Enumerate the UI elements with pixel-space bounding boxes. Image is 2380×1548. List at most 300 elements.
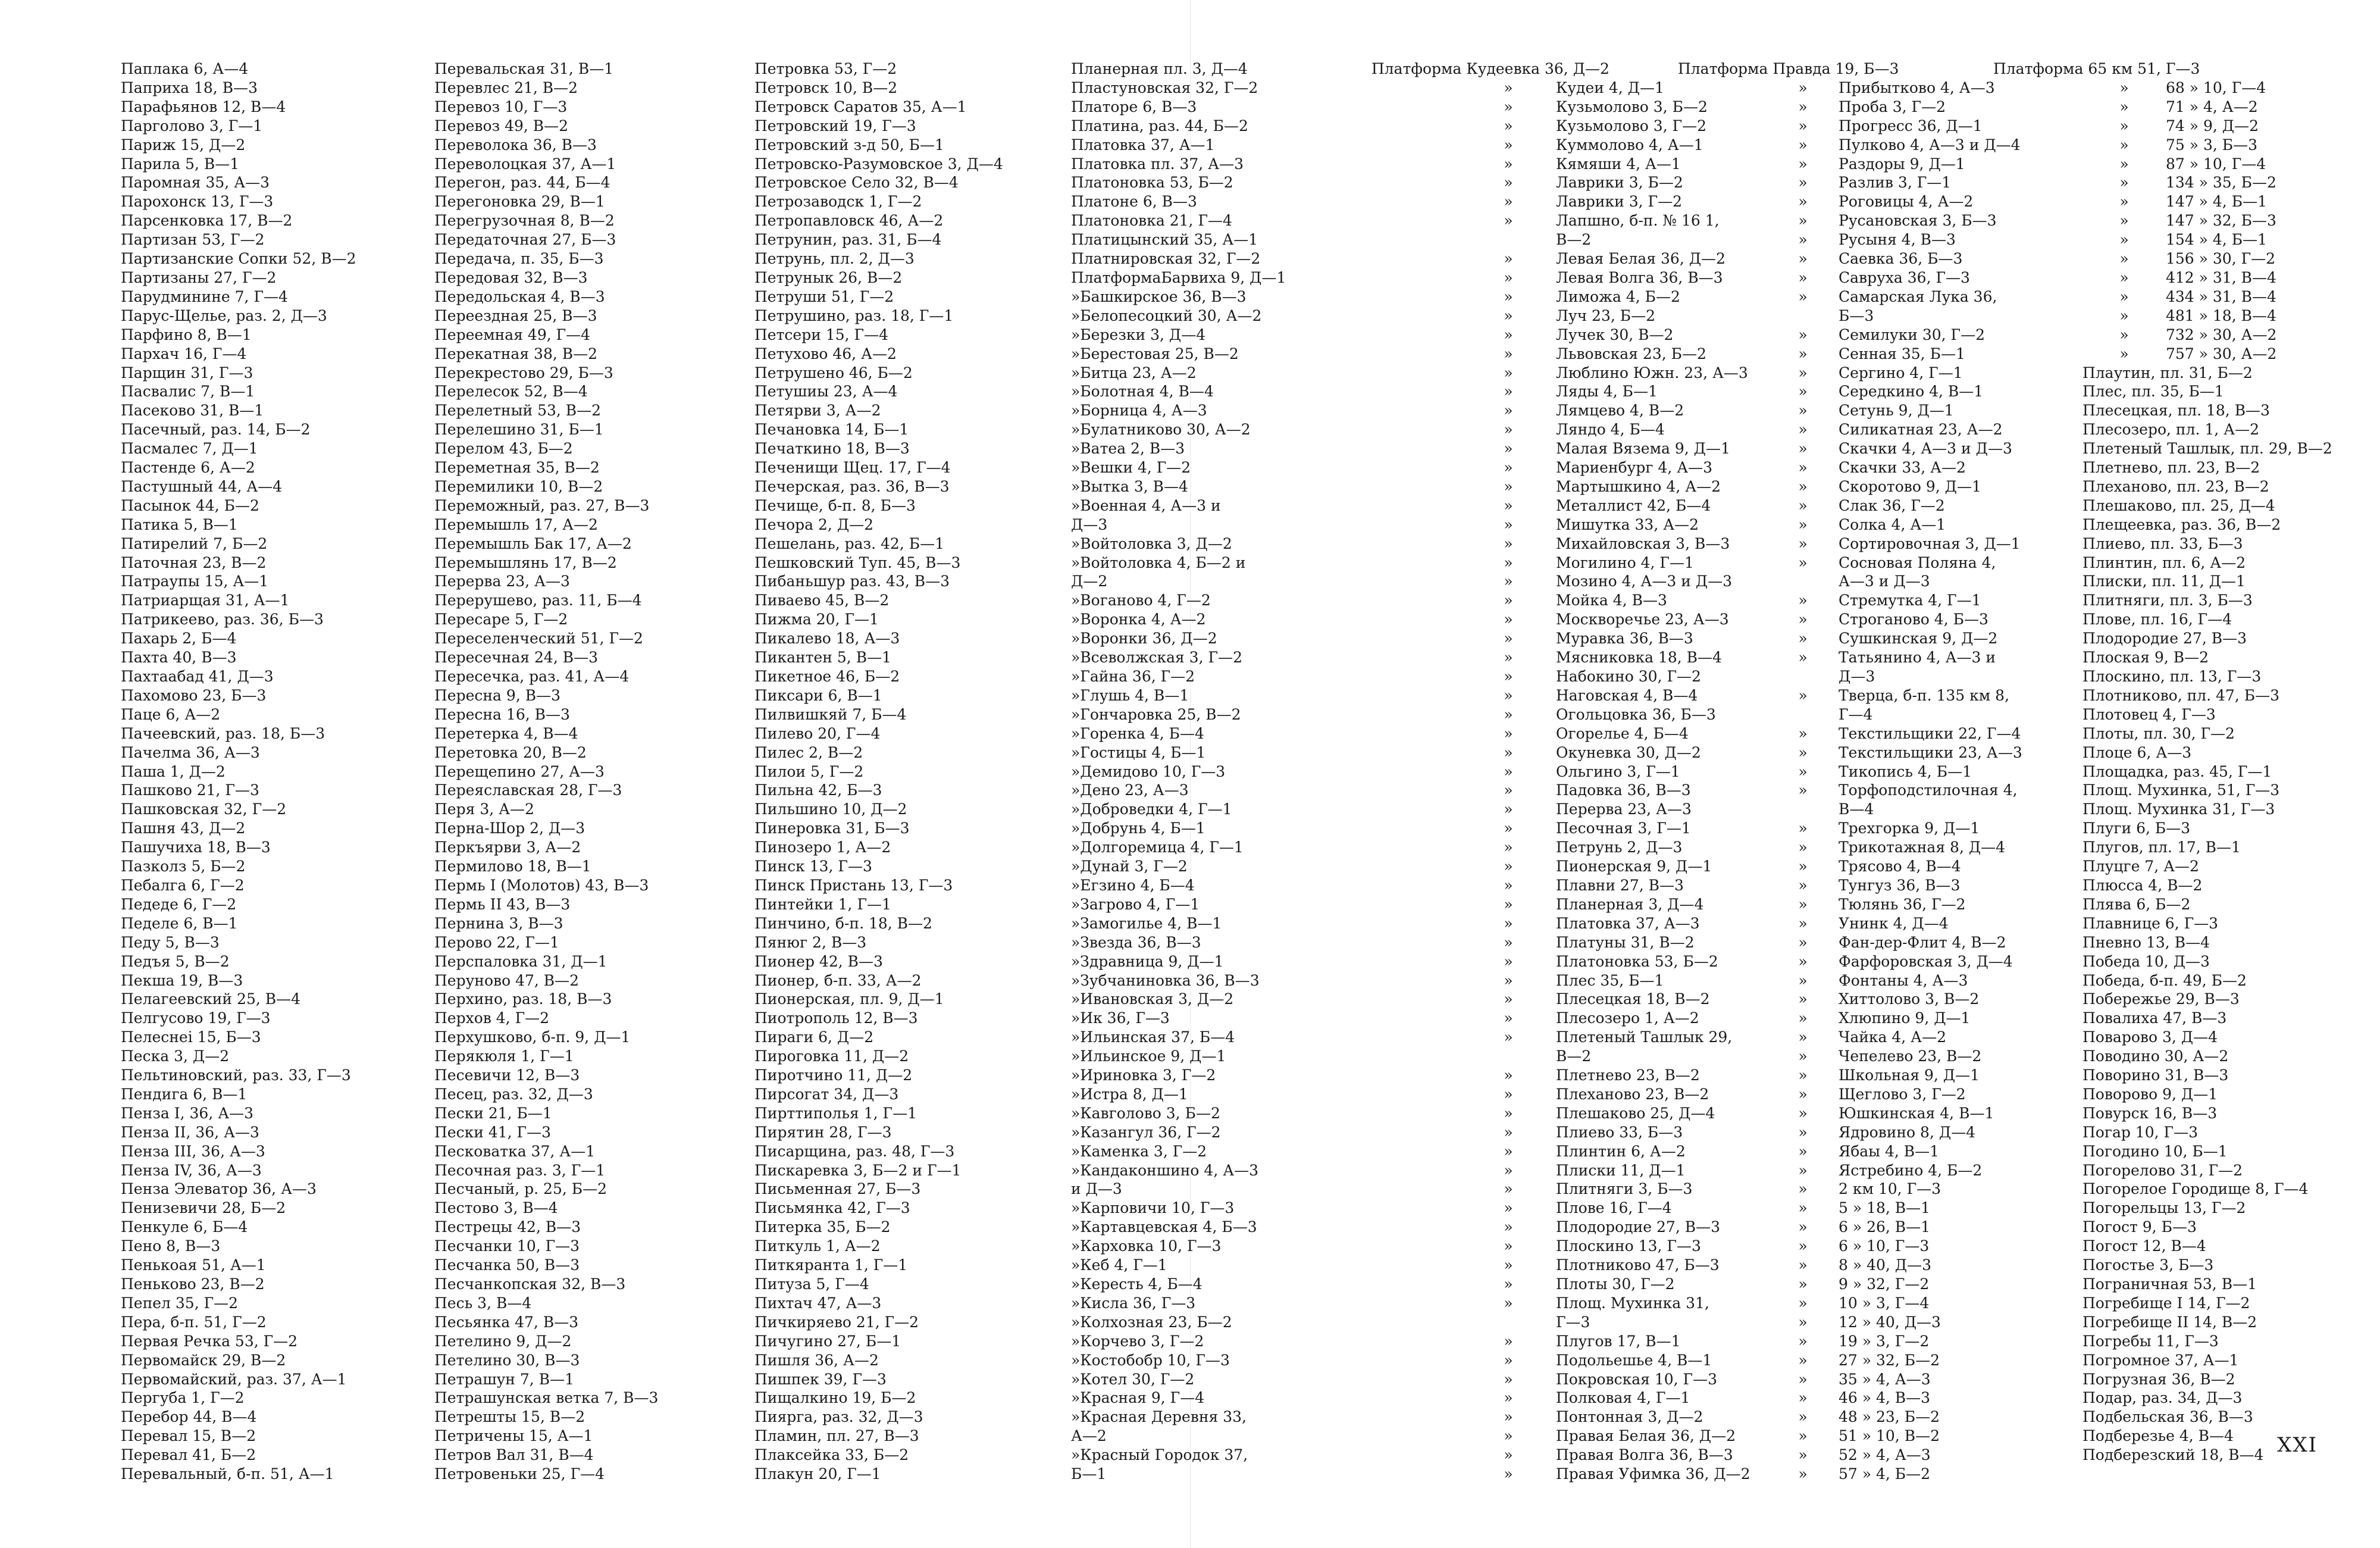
index-entry: [121, 1465, 356, 1484]
index-entry: [1071, 136, 1286, 155]
index-entry: [2082, 1237, 2332, 1256]
entry-text: Платоне 6, В—3: [1071, 193, 1197, 211]
index-entry: [2082, 173, 2332, 192]
index-entry: [434, 117, 658, 136]
entry-text: Петрунь 2, Д—3: [1556, 839, 1683, 856]
entry-text: 434 » 31, В—4: [2166, 287, 2276, 305]
index-entry: [1071, 667, 1286, 686]
entry-text: Поворово 9, Д—1: [2082, 1085, 2218, 1103]
index-entry: [754, 1009, 1003, 1028]
index-entry: [2082, 914, 2332, 933]
index-entry: [1461, 458, 1750, 477]
entry-text: Перелесок 52, В—4: [434, 383, 588, 401]
entry-text: 147 » 32, Б—3: [2166, 212, 2276, 230]
index-entry: [1071, 326, 1286, 345]
platform-prefix: »: [1504, 1123, 1513, 1141]
index-entry: [2082, 326, 2332, 345]
entry-text: Михайловская 3, В—3: [1556, 534, 1730, 552]
entry-text: Переметная 35, В—2: [434, 459, 600, 477]
index-entry: [1071, 1180, 1286, 1199]
platform-prefix: »: [2119, 287, 2129, 305]
index-entry: [2082, 933, 2332, 952]
entry-text: Правда 19, Б—3: [1773, 60, 1899, 77]
entry-text: Париж 15, Д—2: [121, 136, 246, 154]
entry-text: Всеволжская 3, Г—2: [1080, 649, 1242, 667]
platform-prefix: »: [2119, 268, 2129, 286]
entry-text: 732 » 30, А—2: [2166, 326, 2277, 343]
platform-prefix: »: [1071, 1275, 1081, 1293]
entry-text: Первая Речка 53, Г—2: [121, 1332, 298, 1350]
platform-prefix: »: [1798, 155, 1808, 173]
entry-text: Переволока 36, В—3: [434, 136, 597, 154]
platform-prefix: »: [1504, 876, 1513, 894]
index-entry: [1767, 686, 2022, 705]
index-entry: [1071, 420, 1286, 439]
index-entry: [121, 857, 356, 876]
platform-prefix: »: [1798, 762, 1808, 780]
index-entry: [434, 1104, 658, 1123]
index-entry: [121, 287, 356, 307]
entry-text: Глушь 4, В—1: [1080, 686, 1189, 704]
index-entry: [754, 345, 1003, 364]
platform-prefix: »: [1798, 345, 1808, 362]
entry-text: Пендига 6, В—1: [121, 1085, 248, 1103]
entry-text: Перевоз 10, Г—3: [434, 98, 568, 115]
index-entry: [754, 686, 1003, 705]
index-entry: [2082, 1161, 2332, 1180]
index-entry: [434, 268, 658, 287]
platform-prefix: »: [1798, 534, 1808, 552]
entry-text: Подбельская 36, В—3: [2082, 1408, 2253, 1426]
index-entry: [1071, 249, 1286, 268]
index-entry: [2082, 515, 2332, 534]
entry-text: Покровская 10, Г—3: [1556, 1370, 1718, 1388]
index-entry: [1461, 496, 1750, 515]
index-entry: [121, 439, 356, 458]
entry-text: Печенищи Щец. 17, Г—4: [754, 459, 951, 477]
platform-prefix: »: [1504, 820, 1513, 837]
index-entry: [121, 914, 356, 933]
entry-text: Плесозеро, пл. 1, А—2: [2082, 421, 2259, 439]
index-entry: [1461, 610, 1750, 629]
index-entry: [1461, 705, 1750, 724]
platform-prefix: »: [1071, 990, 1081, 1008]
index-entry: [1767, 819, 2022, 838]
platform-prefix: »: [1071, 592, 1081, 609]
platform-prefix: »: [1071, 895, 1081, 913]
entry-text: Пахтаабад 41, Д—3: [121, 668, 274, 685]
index-entry: [2082, 1218, 2332, 1237]
index-entry: [1767, 724, 2022, 743]
entry-text: Пашня 43, Д—2: [121, 820, 246, 837]
entry-text: Пибаньшур раз. 43, В—3: [754, 573, 950, 590]
entry-text: Пенза Элеватор 36, А—3: [121, 1180, 317, 1198]
platform-prefix: »: [1504, 686, 1513, 704]
platform-prefix: »: [1504, 839, 1513, 856]
platform-prefix: »: [1504, 933, 1513, 951]
platform-prefix: »: [1071, 326, 1081, 343]
entry-text: Песьянка 47, В—3: [434, 1313, 579, 1331]
index-entry: [1461, 1351, 1750, 1370]
entry-text: Пенза IV, 36, А—3: [121, 1161, 262, 1179]
entry-text: Г—3: [1556, 1313, 1590, 1331]
index-entry: [1071, 1465, 1286, 1484]
entry-text: Красная 9, Г—4: [1080, 1389, 1205, 1407]
platform-prefix: »: [2119, 174, 2129, 192]
entry-text: Строганово 4, Б—3: [1839, 611, 1988, 628]
platform-prefix: »: [1798, 98, 1808, 115]
entry-text: Фарфоровская 3, Д—4: [1839, 952, 2013, 970]
platform-prefix: »: [1504, 1180, 1513, 1198]
index-entry: [1071, 895, 1286, 914]
platform-prefix: »: [1504, 1028, 1513, 1046]
index-entry: [754, 155, 1003, 174]
entry-text: Площ. Мухинка 31, Г—3: [2082, 800, 2275, 818]
platform-prefix: »: [1798, 1199, 1808, 1217]
index-entry: [754, 79, 1003, 98]
entry-text: Хиттолово 3, В—2: [1839, 990, 1980, 1008]
platform-prefix: »: [1798, 515, 1808, 533]
entry-text: 46 » 4, В—3: [1839, 1389, 1931, 1407]
entry-text: Болотная 4, В—4: [1080, 383, 1214, 401]
entry-text: Пахомово 23, Б—3: [121, 686, 267, 704]
entry-text: Мариенбург 4, А—3: [1556, 459, 1713, 477]
entry-text: Плетеный Ташлык, пл. 29, В—2: [2082, 440, 2332, 458]
entry-text: Перерушево, раз. 11, Б—4: [434, 592, 642, 609]
entry-text: Перевоз 49, В—2: [434, 117, 569, 135]
entry-text: Набокино 30, Г—2: [1556, 668, 1701, 685]
entry-text: Ольгино 3, Г—1: [1556, 762, 1680, 780]
entry-text: Пашковская 32, Г—2: [121, 800, 287, 818]
entry-text: Ястребино 4, Б—2: [1839, 1161, 1983, 1179]
index-entry: [754, 1142, 1003, 1161]
index-entry: [1071, 1408, 1286, 1427]
entry-text: Зубчаниновка 36, В—3: [1080, 971, 1260, 989]
index-entry: [1767, 1237, 2022, 1256]
entry-text: Пекша 19, В—3: [121, 971, 243, 989]
entry-text: Платоновка 53, Б—2: [1071, 174, 1233, 192]
entry-text: Побережье 29, В—3: [2082, 990, 2240, 1008]
platform-prefix: »: [1504, 1465, 1513, 1483]
index-entry: [2082, 781, 2332, 800]
index-entry: [1767, 439, 2022, 458]
platform-prefix: »: [1504, 858, 1513, 875]
platform-prefix: »: [1071, 1408, 1081, 1426]
index-entry: [1767, 1009, 2022, 1028]
entry-text: Пенза II, 36, А—3: [121, 1123, 259, 1141]
platform-prefix: »: [1071, 1313, 1081, 1331]
index-entry: [1767, 98, 2022, 117]
entry-text: Пневно 13, В—4: [2082, 933, 2210, 951]
entry-text: Битца 23, А—2: [1080, 364, 1197, 381]
entry-text: Перхушково, б-п. 9, Д—1: [434, 1028, 631, 1046]
entry-text: Петрушино, раз. 18, Г—1: [754, 307, 954, 324]
index-entry: [1767, 553, 2022, 573]
entry-text: Первомайск 29, В—2: [121, 1351, 286, 1369]
platform-prefix: »: [1798, 630, 1808, 648]
entry-text: Плакун 20, Г—1: [754, 1465, 881, 1483]
index-entry: [1767, 591, 2022, 610]
index-entry: [434, 211, 658, 230]
index-entry: [121, 79, 356, 98]
index-entry: [754, 1294, 1003, 1313]
index-entry: [1461, 1066, 1750, 1085]
index-entry: [1071, 60, 1286, 79]
entry-text: Чепелево 23, В—2: [1839, 1047, 1982, 1065]
entry-text: Перещепино 27, А—3: [434, 762, 605, 780]
index-entry: [754, 211, 1003, 230]
entry-text: Пирсогат 34, Д—3: [754, 1085, 899, 1103]
entry-text: Тюлянь 36, Г—2: [1839, 895, 1966, 913]
entry-text: 2 км 10, Г—3: [1839, 1180, 1941, 1198]
index-entry: [1461, 249, 1750, 268]
entry-text: Плоскино, пл. 13, Г—3: [2082, 668, 2262, 685]
entry-text: 6 » 26, В—1: [1839, 1218, 1931, 1236]
index-entry: [754, 439, 1003, 458]
entry-text: Лапшно, б-п. № 16 1,: [1556, 212, 1720, 230]
platform-prefix: »: [1504, 345, 1513, 362]
index-entry: [1461, 1237, 1750, 1256]
index-entry: [1071, 1446, 1286, 1465]
index-entry: [1993, 60, 2332, 79]
entry-text: Унинк 4, Д—4: [1839, 914, 1949, 932]
entry-text: Плуцге 7, А—2: [2082, 858, 2199, 875]
index-entry: [2082, 364, 2332, 383]
platform-prefix: »: [1504, 174, 1513, 192]
entry-text: Первомайский, раз. 37, А—1: [121, 1370, 347, 1388]
index-entry: [1461, 1047, 1750, 1066]
index-entry: [754, 629, 1003, 648]
index-entry: [434, 629, 658, 648]
platform-prefix: »: [1071, 364, 1081, 381]
entry-text: Пенза I, 36, А—3: [121, 1104, 254, 1122]
entry-text: Печановка 14, Б—1: [754, 421, 909, 439]
index-entry: [754, 1123, 1003, 1142]
entry-text: Плиски, пл. 11, Д—1: [2082, 573, 2246, 590]
index-entry: [434, 648, 658, 667]
platform-prefix: »: [1798, 781, 1808, 799]
index-entry: [2082, 838, 2332, 857]
platform-prefix: »: [1071, 1446, 1081, 1464]
index-entry: [434, 1275, 658, 1294]
entry-text: Погорелово 31, Г—2: [2082, 1161, 2243, 1179]
entry-text: Петярви 3, А—2: [754, 402, 881, 420]
entry-text: Петрунь, пл. 2, Д—3: [754, 250, 915, 268]
index-entry: [754, 1275, 1003, 1294]
entry-text: Переможный, раз. 27, В—3: [434, 496, 650, 514]
entry-text: Парус-Щелье, раз. 2, Д—3: [121, 307, 327, 324]
entry-text: Перегоновка 29, В—1: [434, 193, 605, 211]
index-entry: [1071, 1388, 1286, 1408]
platform-prefix: »: [1504, 1199, 1513, 1217]
entry-text: 75 » 3, Б—3: [2166, 136, 2258, 154]
entry-text: Пламин, пл. 27, В—3: [754, 1427, 919, 1445]
entry-text: Сенная 35, Б—1: [1839, 345, 1965, 362]
platform-prefix: »: [1504, 1067, 1513, 1084]
index-entry: [754, 1199, 1003, 1218]
platform-prefix: »: [1504, 496, 1513, 514]
entry-text: Пелеснеі 15, Б—3: [121, 1028, 261, 1046]
index-entry: [754, 1332, 1003, 1351]
index-entry: [2082, 990, 2332, 1009]
index-entry: [121, 686, 356, 705]
index-entry: [1461, 211, 1750, 230]
index-entry: [754, 458, 1003, 477]
entry-text: Егзино 4, Б—4: [1080, 876, 1195, 894]
entry-text: Петровский з-д 50, Б—1: [754, 136, 944, 154]
platform-prefix: »: [1071, 1009, 1081, 1027]
platform-prefix: »: [1798, 553, 1808, 571]
index-entry: [121, 1256, 356, 1275]
index-entry: [1767, 326, 2022, 345]
index-entry: [1461, 686, 1750, 705]
entry-text: Пластуновская 32, Г—2: [1071, 79, 1258, 96]
platform-prefix: »: [1798, 1465, 1808, 1483]
index-entry: [434, 1388, 658, 1408]
entry-text: Плотниково, пл. 47, Б—3: [2082, 686, 2280, 704]
platform-prefix: »: [1071, 534, 1081, 552]
index-entry: [121, 458, 356, 477]
entry-text: Пастенде 6, А—2: [121, 459, 255, 477]
entry-text: Хлюпино 9, Д—1: [1839, 1009, 1971, 1027]
entry-text: Плове 16, Г—4: [1556, 1199, 1672, 1217]
platform-prefix: »: [1071, 496, 1081, 514]
index-entry: [121, 819, 356, 838]
entry-text: Пестрецы 42, В—3: [434, 1218, 581, 1236]
entry-text: 51 » 10, В—2: [1839, 1427, 1940, 1445]
entry-text: Пионер 42, В—3: [754, 952, 883, 970]
index-entry: [2082, 496, 2332, 515]
entry-text: Роговицы 4, А—2: [1839, 193, 1974, 211]
index-entry: [1461, 1446, 1750, 1465]
platform-prefix: »: [1504, 1427, 1513, 1445]
index-entry: [434, 895, 658, 914]
entry-text: Печора 2, Д—2: [754, 515, 874, 533]
index-entry: [1767, 307, 2022, 326]
platform-prefix: »: [1504, 895, 1513, 913]
platform-prefix: »: [1071, 1332, 1081, 1350]
entry-text: Лаврики 3, Г—2: [1556, 193, 1682, 211]
platform-prefix: »: [1504, 1085, 1513, 1103]
index-entry: [1461, 857, 1750, 876]
entry-text: Пернина 3, В—3: [434, 914, 563, 932]
index-entry: [2082, 1047, 2332, 1066]
platform-prefix: »: [1798, 724, 1808, 742]
entry-text: 147 » 4, Б—1: [2166, 193, 2267, 211]
entry-text: Патика 5, В—1: [121, 515, 238, 533]
index-entry: [2082, 800, 2332, 819]
index-entry: [121, 534, 356, 553]
index-entry: [754, 136, 1003, 155]
platform-prefix: »: [1071, 1370, 1081, 1388]
entry-text: Левая Белая 36, Д—2: [1556, 250, 1726, 268]
index-entry: [1767, 155, 2022, 174]
index-entry: [2082, 1370, 2332, 1389]
index-entry: [1071, 1066, 1286, 1085]
index-entry: [1461, 364, 1750, 383]
index-entry: [1071, 287, 1286, 307]
index-entry: [754, 1351, 1003, 1370]
entry-text: Погромное 37, А—1: [2082, 1351, 2239, 1369]
index-entry: [2082, 724, 2332, 743]
index-entry: [1461, 1332, 1750, 1351]
index-entry: [1767, 117, 2022, 136]
index-entry: [1767, 895, 2022, 914]
platform-prefix: »: [1504, 136, 1513, 154]
platform-prefix: »: [1071, 781, 1081, 799]
entry-text: Пасынок 44, Б—2: [121, 496, 259, 514]
index-entry: [1071, 800, 1286, 819]
entry-text: Плугов 17, В—1: [1556, 1332, 1681, 1350]
index-entry: [434, 1161, 658, 1180]
entry-text: Каменка 3, Г—2: [1080, 1142, 1207, 1160]
index-entry: [1461, 1275, 1750, 1294]
entry-text: Пенкуле 6, Б—4: [121, 1218, 248, 1236]
entry-text: Плес 35, Б—1: [1556, 971, 1664, 989]
platform-prefix: »: [1071, 440, 1081, 458]
index-entry: [1071, 307, 1286, 326]
platform-prefix: »: [1071, 1123, 1081, 1141]
platform-prefix: »: [1071, 839, 1081, 856]
index-entry: [1071, 477, 1286, 496]
index-entry: [754, 1218, 1003, 1237]
entry-text: Питкуль 1, А—2: [754, 1237, 881, 1255]
entry-text: Подберезский 18, В—4: [2082, 1446, 2264, 1464]
index-entry: [754, 1085, 1003, 1104]
entry-text: Перя 3, А—2: [434, 800, 534, 818]
index-entry: [1071, 117, 1286, 136]
index-entry: [121, 952, 356, 971]
entry-text: Фонтаны 4, А—3: [1839, 971, 1968, 989]
platform-prefix: »: [1071, 630, 1081, 648]
entry-text: Мозино 4, А—3 и Д—3: [1556, 573, 1733, 590]
entry-text: Пичкиряево 21, Г—2: [754, 1313, 919, 1331]
entry-text: Перегон, раз. 44, Б—4: [434, 174, 610, 192]
index-entry: [754, 326, 1003, 345]
index-entry: [1767, 249, 2022, 268]
index-entry: [1767, 364, 2022, 383]
index-entry: [1461, 420, 1750, 439]
platform-prefix: »: [1504, 1161, 1513, 1179]
index-column-2: [434, 60, 658, 1484]
index-entry: [1071, 933, 1286, 952]
entry-text: Платовка пл. 37, А—3: [1071, 155, 1244, 173]
entry-text: А—3 и Д—3: [1839, 573, 1930, 590]
platform-prefix: »: [1798, 1009, 1808, 1027]
entry-text: Сосновая Поляна 4,: [1839, 553, 1996, 571]
index-entry: [434, 553, 658, 573]
entry-text: Правая Белая 36, Д—2: [1556, 1427, 1736, 1445]
index-entry: [434, 534, 658, 553]
index-entry: [434, 743, 658, 762]
index-entry: [1071, 1161, 1286, 1180]
entry-text: Замогилье 4, В—1: [1080, 914, 1222, 932]
index-entry: [1071, 364, 1286, 383]
entry-text: Педу 5, В—3: [121, 933, 220, 951]
entry-text: Парсенковка 17, В—2: [121, 212, 293, 230]
index-entry: [754, 838, 1003, 857]
entry-text: 65 км 51, Г—3: [2088, 60, 2200, 77]
entry-text: Истра 8, Д—1: [1080, 1085, 1188, 1103]
entry-text: Савруха 36, Г—3: [1839, 268, 1970, 286]
entry-text: Пинтейки 1, Г—1: [754, 895, 891, 913]
index-entry: [121, 610, 356, 629]
index-entry: [2082, 686, 2332, 705]
index-entry: [121, 1161, 356, 1180]
entry-text: Пересаре 5, Г—2: [434, 611, 568, 628]
index-entry: [1071, 458, 1286, 477]
index-entry: [754, 990, 1003, 1009]
